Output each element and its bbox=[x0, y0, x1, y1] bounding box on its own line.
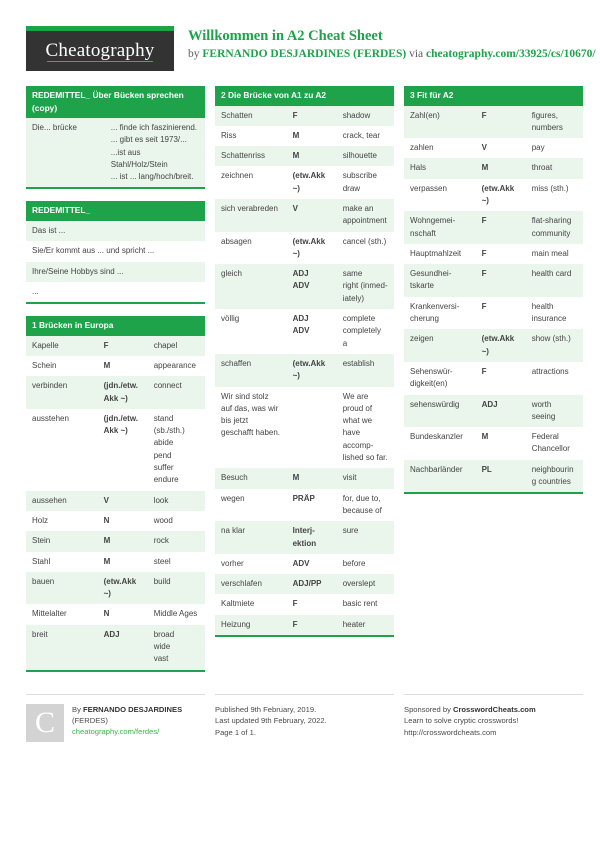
cell-line: endure bbox=[153, 475, 179, 485]
footer-sponsor-tagline: Learn to solve cryptic crosswords! bbox=[404, 716, 519, 726]
footer-by-prefix: By bbox=[72, 704, 83, 714]
table-cell bbox=[148, 625, 205, 670]
content-block bbox=[26, 201, 205, 304]
table-cell: before bbox=[337, 554, 394, 574]
table-cell: chapel bbox=[148, 336, 205, 356]
table-cell: Das ist ... bbox=[26, 221, 205, 241]
table-row bbox=[404, 138, 583, 158]
table-cell: N bbox=[98, 604, 148, 624]
table-cell: pay bbox=[526, 138, 583, 158]
table-cell: Sie/Er kommt aus ... und spricht ... bbox=[26, 241, 205, 261]
footer-sponsor-line bbox=[404, 704, 583, 716]
table-cell: Middle Ages bbox=[148, 604, 205, 624]
table-cell: F bbox=[287, 615, 337, 635]
cell-line: ... gibt es seit 1973/... bbox=[110, 135, 187, 145]
table-cell: Zahl(en) bbox=[404, 106, 476, 139]
table-cell: flat-sharing community bbox=[526, 211, 583, 244]
table-cell: aussehen bbox=[26, 491, 98, 511]
table-cell: gleich bbox=[215, 264, 287, 309]
table-cell: M bbox=[98, 531, 148, 551]
footer-page-number: Page 1 of 1. bbox=[215, 727, 256, 737]
block-title: REDEMITTEL_ bbox=[26, 201, 205, 221]
table-row bbox=[26, 376, 205, 409]
table-cell: F bbox=[476, 362, 526, 395]
table-cell: Hals bbox=[404, 158, 476, 178]
table-cell: V bbox=[98, 491, 148, 511]
footer-author-meta bbox=[72, 704, 205, 742]
table-cell: na klar bbox=[215, 521, 287, 554]
table-row bbox=[215, 166, 394, 199]
table-row bbox=[26, 262, 205, 282]
content-block bbox=[26, 316, 205, 671]
table-cell: throat bbox=[526, 158, 583, 178]
table-cell: vorher bbox=[215, 554, 287, 574]
cheatography-logo[interactable] bbox=[26, 26, 174, 71]
footer-sponsor-prefix: Sponsored by bbox=[404, 704, 453, 714]
table-cell bbox=[287, 309, 337, 354]
table-cell: Interjektion bbox=[287, 521, 337, 554]
footer-author-name: FERNANDO DESJARDINES bbox=[82, 704, 183, 714]
block-table bbox=[26, 221, 205, 302]
table-row bbox=[26, 221, 205, 241]
table-cell: F bbox=[476, 211, 526, 244]
cell-line: same bbox=[342, 269, 363, 279]
content-block bbox=[215, 86, 394, 637]
table-row bbox=[404, 244, 583, 264]
title-block bbox=[188, 26, 596, 62]
table-row bbox=[215, 594, 394, 614]
cell-line: abide bbox=[153, 438, 174, 448]
table-cell: F bbox=[287, 106, 337, 126]
table-cell: Mittelalter bbox=[26, 604, 98, 624]
table-cell: Schattenriss bbox=[215, 146, 287, 166]
table-row bbox=[26, 552, 205, 572]
cell-line: right (inmediately) bbox=[342, 281, 388, 303]
block-title: REDEMITTEL_ Über Bücken sprechen (copy) bbox=[26, 86, 205, 118]
page-header bbox=[0, 0, 600, 72]
cell-line: draw bbox=[342, 183, 361, 193]
table-cell: (etw.Akk ~) bbox=[476, 329, 526, 362]
table-row bbox=[404, 395, 583, 428]
table-cell: ADJ bbox=[476, 395, 526, 428]
footer-author-handle: (FERDES) bbox=[72, 716, 108, 726]
table-cell: overslept bbox=[337, 574, 394, 594]
footer-profile-link[interactable]: cheatography.com/ferdes/ bbox=[72, 727, 160, 737]
table-cell: (jdn./etw.Akk ~) bbox=[98, 376, 148, 409]
content-columns bbox=[0, 72, 600, 684]
table-cell: sure bbox=[337, 521, 394, 554]
table-cell: heater bbox=[337, 615, 394, 635]
cell-line: completely bbox=[342, 326, 381, 336]
byline-by-label: by bbox=[188, 48, 203, 60]
table-cell: M bbox=[476, 158, 526, 178]
table-cell: zahlen bbox=[404, 138, 476, 158]
table-cell: ADJ bbox=[98, 625, 148, 670]
cell-line: ADJ bbox=[292, 269, 309, 279]
table-cell: ADV bbox=[287, 554, 337, 574]
table-cell: F bbox=[98, 336, 148, 356]
table-row bbox=[215, 354, 394, 387]
table-cell: Riss bbox=[215, 126, 287, 146]
table-row bbox=[26, 356, 205, 376]
table-cell: F bbox=[476, 297, 526, 330]
footer-sponsor-column bbox=[404, 694, 583, 739]
table-row bbox=[215, 146, 394, 166]
table-cell: sehenswürdig bbox=[404, 395, 476, 428]
table-row bbox=[404, 179, 583, 212]
table-cell: F bbox=[476, 106, 526, 139]
table-cell: (etw.Akk ~) bbox=[287, 354, 337, 387]
table-cell: Ihre/Seine Hobbys sind ... bbox=[26, 262, 205, 282]
table-cell: Stein bbox=[26, 531, 98, 551]
table-cell: show (sth.) bbox=[526, 329, 583, 362]
block-table bbox=[404, 106, 583, 493]
table-row bbox=[215, 387, 394, 469]
table-row bbox=[404, 460, 583, 493]
table-cell: M bbox=[287, 468, 337, 488]
table-row bbox=[404, 427, 583, 460]
table-cell: crack, tear bbox=[337, 126, 394, 146]
table-row bbox=[404, 362, 583, 395]
table-cell: look bbox=[148, 491, 205, 511]
cell-line: vast bbox=[153, 654, 169, 664]
table-row bbox=[26, 604, 205, 624]
table-cell: silhouette bbox=[337, 146, 394, 166]
table-cell: M bbox=[98, 356, 148, 376]
table-cell: attractions bbox=[526, 362, 583, 395]
table-cell: connect bbox=[148, 376, 205, 409]
table-row bbox=[215, 615, 394, 635]
table-cell: ... bbox=[26, 282, 205, 302]
footer-author-column bbox=[26, 694, 205, 742]
column-3 bbox=[404, 86, 583, 506]
table-row bbox=[215, 309, 394, 354]
table-cell: bauen bbox=[26, 572, 98, 605]
table-cell: basic rent bbox=[337, 594, 394, 614]
table-cell: F bbox=[476, 264, 526, 297]
table-cell bbox=[337, 309, 394, 354]
table-row bbox=[26, 336, 205, 356]
table-row bbox=[215, 126, 394, 146]
table-cell: Hauptmahlzeit bbox=[404, 244, 476, 264]
table-cell: Schein bbox=[26, 356, 98, 376]
footer-sponsor-link[interactable]: http://crosswordcheats.com bbox=[404, 727, 497, 737]
table-cell: appearance bbox=[148, 356, 205, 376]
byline-author[interactable]: FERNANDO DESJARDINES (FERDES) bbox=[202, 48, 407, 60]
table-row bbox=[215, 554, 394, 574]
logo-text: Cheatography bbox=[45, 40, 155, 61]
table-cell: F bbox=[476, 244, 526, 264]
footer-sponsor-name: CrosswordCheats.com bbox=[452, 704, 536, 714]
cell-line: broad bbox=[153, 629, 175, 639]
table-cell: Kapelle bbox=[26, 336, 98, 356]
content-block bbox=[26, 86, 205, 189]
table-cell: (etw.Akk ~) bbox=[98, 572, 148, 605]
table-cell: build bbox=[148, 572, 205, 605]
table-cell: Kaltmiete bbox=[215, 594, 287, 614]
table-cell: absagen bbox=[215, 232, 287, 265]
page-footer bbox=[0, 684, 600, 742]
cell-line: ADJ bbox=[292, 314, 309, 324]
table-cell bbox=[337, 166, 394, 199]
table-cell bbox=[148, 409, 205, 491]
table-cell: Schatten bbox=[215, 106, 287, 126]
block-title: 2 Die Brücke von A1 zu A2 bbox=[215, 86, 394, 106]
table-cell: figures, numbers bbox=[526, 106, 583, 139]
table-cell: zeichnen bbox=[215, 166, 287, 199]
block-table bbox=[26, 336, 205, 670]
table-cell: verschlafen bbox=[215, 574, 287, 594]
table-cell bbox=[105, 118, 205, 187]
table-cell: breit bbox=[26, 625, 98, 670]
table-row bbox=[26, 491, 205, 511]
table-cell: (jdn./etw.Akk ~) bbox=[98, 409, 148, 491]
table-cell: Federal Chancellor bbox=[526, 427, 583, 460]
table-cell: verpassen bbox=[404, 179, 476, 212]
block-title: 3 Fit für A2 bbox=[404, 86, 583, 106]
table-cell: PL bbox=[476, 460, 526, 493]
table-cell: ausstehen bbox=[26, 409, 98, 491]
footer-published: Published 9th February, 2019. bbox=[215, 704, 317, 714]
table-row bbox=[404, 329, 583, 362]
table-row bbox=[215, 106, 394, 126]
table-cell: ADJ/PP bbox=[287, 574, 337, 594]
table-cell: schaffen bbox=[215, 354, 287, 387]
table-cell: Stahl bbox=[26, 552, 98, 572]
table-cell: health card bbox=[526, 264, 583, 297]
table-cell: (etw.Akk ~) bbox=[287, 232, 337, 265]
table-cell bbox=[337, 264, 394, 309]
table-row bbox=[215, 489, 394, 522]
table-cell: M bbox=[287, 146, 337, 166]
table-cell: wegen bbox=[215, 489, 287, 522]
table-cell: for, due to, because of bbox=[337, 489, 394, 522]
table-cell: Gesundheitskarte bbox=[404, 264, 476, 297]
table-cell: miss (sth.) bbox=[526, 179, 583, 212]
footer-publish-column bbox=[215, 694, 394, 739]
table-cell: F bbox=[287, 594, 337, 614]
cell-line: ... finde ich faszinierend. bbox=[110, 123, 198, 132]
table-cell: We are proud of what we have accomplished so far. bbox=[337, 387, 394, 469]
block-title: 1 Brücken in Europa bbox=[26, 316, 205, 336]
cell-line: suffer bbox=[153, 463, 174, 473]
cell-line: stand (sb./sth.) bbox=[153, 413, 185, 436]
footer-author-line bbox=[72, 704, 205, 727]
block-table bbox=[26, 118, 205, 187]
table-cell: establish bbox=[337, 354, 394, 387]
table-cell: Die... brücke bbox=[26, 118, 105, 187]
table-row bbox=[215, 574, 394, 594]
column-1 bbox=[26, 86, 205, 684]
table-cell: Heizung bbox=[215, 615, 287, 635]
table-cell: Wohngemeinschaft bbox=[404, 211, 476, 244]
table-cell: M bbox=[98, 552, 148, 572]
cell-line: pend bbox=[153, 450, 172, 460]
footer-updated: Last updated 9th February, 2022. bbox=[215, 716, 327, 726]
table-row bbox=[404, 264, 583, 297]
content-block bbox=[404, 86, 583, 494]
table-cell: worth seeing bbox=[526, 395, 583, 428]
table-cell bbox=[287, 264, 337, 309]
table-cell: V bbox=[476, 138, 526, 158]
table-cell: make an appointment bbox=[337, 199, 394, 232]
table-cell: health insurance bbox=[526, 297, 583, 330]
table-cell: N bbox=[98, 511, 148, 531]
table-cell: Sehenswürdigkeit(en) bbox=[404, 362, 476, 395]
table-cell: Bundeskanzler bbox=[404, 427, 476, 460]
table-row bbox=[215, 232, 394, 265]
table-cell: PRÄP bbox=[287, 489, 337, 522]
table-row bbox=[404, 106, 583, 139]
table-cell: Krankenversicherung bbox=[404, 297, 476, 330]
table-cell: (etw.Akk ~) bbox=[287, 166, 337, 199]
table-cell: verbinden bbox=[26, 376, 98, 409]
table-row bbox=[215, 264, 394, 309]
cell-line: ...ist aus Stahl/Holz/Stein bbox=[110, 147, 168, 169]
table-cell: sich verabreden bbox=[215, 199, 287, 232]
table-cell: völlig bbox=[215, 309, 287, 354]
table-row bbox=[404, 211, 583, 244]
table-cell: visit bbox=[337, 468, 394, 488]
table-row bbox=[404, 158, 583, 178]
byline-via-label: via bbox=[406, 48, 427, 60]
table-cell: main meal bbox=[526, 244, 583, 264]
table-row bbox=[26, 572, 205, 605]
cell-line: wide bbox=[153, 642, 171, 652]
cell-line: ADV bbox=[292, 281, 310, 291]
cell-line: complete bbox=[342, 314, 376, 324]
table-cell: shadow bbox=[337, 106, 394, 126]
table-cell: Besuch bbox=[215, 468, 287, 488]
table-cell: zeigen bbox=[404, 329, 476, 362]
table-cell: (etw.Akk ~) bbox=[476, 179, 526, 212]
table-cell: M bbox=[287, 126, 337, 146]
cell-line: ... ist ... lang/hoch/breit. bbox=[110, 172, 194, 182]
cell-line: a bbox=[342, 338, 348, 348]
table-cell: cancel (sth.) bbox=[337, 232, 394, 265]
table-row bbox=[26, 511, 205, 531]
table-row bbox=[215, 468, 394, 488]
cell-line: ADV bbox=[292, 326, 310, 336]
table-row bbox=[26, 282, 205, 302]
table-cell: M bbox=[476, 427, 526, 460]
table-row bbox=[215, 199, 394, 232]
byline-source-link[interactable]: cheatography.com/33925/cs/10670/ bbox=[426, 48, 596, 60]
table-row bbox=[404, 297, 583, 330]
table-cell bbox=[287, 387, 337, 469]
cell-line: subscribe bbox=[342, 171, 377, 181]
page-title: Willkommen in A2 Cheat Sheet bbox=[188, 28, 383, 44]
table-row bbox=[215, 521, 394, 554]
column-2 bbox=[215, 86, 394, 649]
table-cell: Wir sind stolz auf das, was wir bis jetzt geschafft haben. bbox=[215, 387, 287, 469]
avatar bbox=[26, 704, 64, 742]
table-cell: steel bbox=[148, 552, 205, 572]
byline bbox=[188, 46, 596, 62]
table-cell: Nachbarländer bbox=[404, 460, 476, 493]
table-row bbox=[26, 531, 205, 551]
table-cell: wood bbox=[148, 511, 205, 531]
table-row bbox=[26, 118, 205, 187]
table-cell: Holz bbox=[26, 511, 98, 531]
table-row bbox=[26, 409, 205, 491]
table-cell: rock bbox=[148, 531, 205, 551]
table-cell: neighbouring countries bbox=[526, 460, 583, 493]
block-table bbox=[215, 106, 394, 636]
table-row bbox=[26, 241, 205, 261]
avatar-letter: C bbox=[34, 705, 55, 739]
table-row bbox=[26, 625, 205, 670]
table-cell: V bbox=[287, 199, 337, 232]
